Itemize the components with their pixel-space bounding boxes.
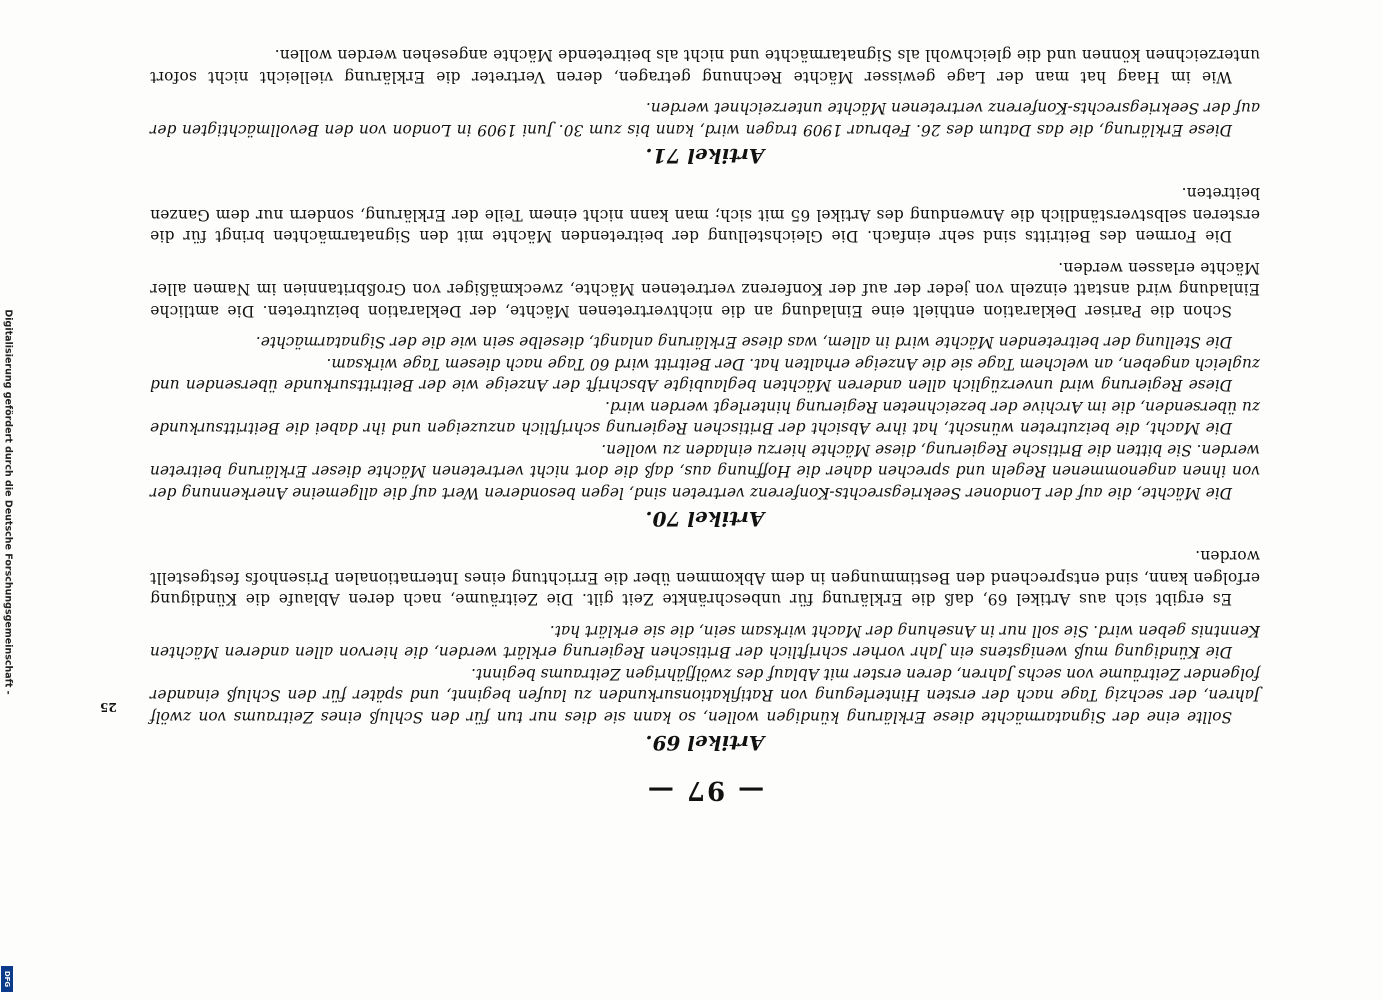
article-71-commentary: Wie im Haag hat man der Lage gewisser Mächte Rechnung getragen, deren Vertreter die Erklärung vielleicht nicht sofort unterzeichnen können und die gleichwohl als Signatarmächte und nicht als beitretende Mächte angesehen werden wollen. [150, 46, 1260, 86]
article-69-title: Artikel 69. [645, 731, 765, 755]
dfg-logo-icon [1, 966, 13, 992]
article-71-title: Artikel 71. [645, 144, 765, 168]
article-69-paragraph-1: Sollte eine der Signatarmächte diese Erklärung kündigen wollen, so kann sie dies nur tun für den Schluß eines Zeitraums von zwölf Jahren, der sechzig Tage nach der ersten Hinterlegung von Ratifikationsurkunden zu laufen beginnt, und später für den Schluß einander folgender Zeiträume von sechs Jahren, deren erster mit Ablauf des zwölfjährigen Zeitraums beginnt. [150, 665, 1260, 726]
article-69-commentary: Es ergibt sich aus Artikel 69, daß die Erklärung für unbeschränkte Zeit gilt. Die Zeiträume, nach deren Ablaufe die Kündigung erfolgen kann, sind entsprechend den Bestimmungen in dem Abkommen über die Errichtung eines Internationalen Prisenhofs festgestellt worden. [150, 547, 1260, 609]
article-70-paragraph-3: Diese Regierung wird unverzüglich allen anderen Mächten beglaubigte Abschrift der Anzeige wie der Beitrittsurkunde übersenden und zugleich angeben, an welchem Tage sie die Anzeige erhalten hat. Der Beitritt wird 60 Tage nach diesem Tage wirksam. [150, 355, 1260, 395]
article-70-title: Artikel 70. [645, 507, 765, 531]
digitization-credit-text: Digitalisierung gefördert durch die Deutsche Forschungsgemeinschaft - [2, 309, 14, 695]
article-70-commentary-1: Schon die Pariser Deklaration enthielt eine Einladung an die nichtvertretenen Mächte, der Deklaration beizutreten. Die amtliche Einladung wird anstatt einzeln von jeder der auf der Konferenz vertretenen Mächte, zweckmäßiger von Großbritannien im Namen aller Mächte erlassen werden. [150, 259, 1260, 320]
page-number: — 97 — [645, 775, 765, 805]
article-70-commentary-2: Die Formen des Beitritts sind sehr einfach. Die Gleichstellung der beitretenden Mächte mit den Signatarmächten bringt für die ersteren selbstverständlich die Anwendung des Artikel 65 mit sich; man kann nicht einem Teile der Erklärung, sondern nur dem Ganzen beitreten. [150, 184, 1260, 246]
digitization-credit [1, 12, 15, 992]
article-69-paragraph-2: Die Kündigung muß wenigstens ein Jahr vorher schriftlich der Britischen Regierung erklärt werden, die hiervon allen anderen Mächten Kenntnis geben wird. Sie soll nur in Ansehung der Macht wirksam sein, die sie erklärt hat. [150, 622, 1260, 662]
document-page-rotated [150, 46, 1260, 805]
sheet-number: 25 [100, 700, 117, 714]
article-70-paragraph-2: Die Macht, die beizutreten wünscht, hat ihre Absicht der Britischen Regierung schriftlich anzuzeigen und ihr dabei die Beitrittsurkunde zu übersenden, die im Archive der bezeichneten Regierung hinterlegt werden wird. [150, 398, 1260, 438]
article-70-paragraph-4: Die Stellung der beitretenden Mächte wird in allem, was diese Erklärung anlangt, dieselbe sein wie die der Signatarmächte. [255, 333, 1232, 352]
dfg-logo-text: DFG [3, 970, 11, 988]
article-70-paragraph-1: Die Mächte, die auf der Londoner Seekriegsrechts-Konferenz vertreten sind, legen besonderen Wert auf die allgemeine Anerkennung der von ihnen angenommenen Regeln und sprechen daher die Hoffnung aus, daß die dort nicht vertretenen Mächte dieser Erklärung beitreten werden. Sie bitten die Britische Regierung, diese Mächte hierzu einladen zu wollen. [150, 441, 1260, 502]
article-71-paragraph-1: Diese Erklärung, die das Datum des 26. Februar 1909 tragen wird, kann bis zum 30. Juni 1909 in London von den Bevollmächtigten der auf der Seekriegsrechts-Konferenz vertretenen Mächte unterzeichnet werden. [150, 99, 1260, 139]
